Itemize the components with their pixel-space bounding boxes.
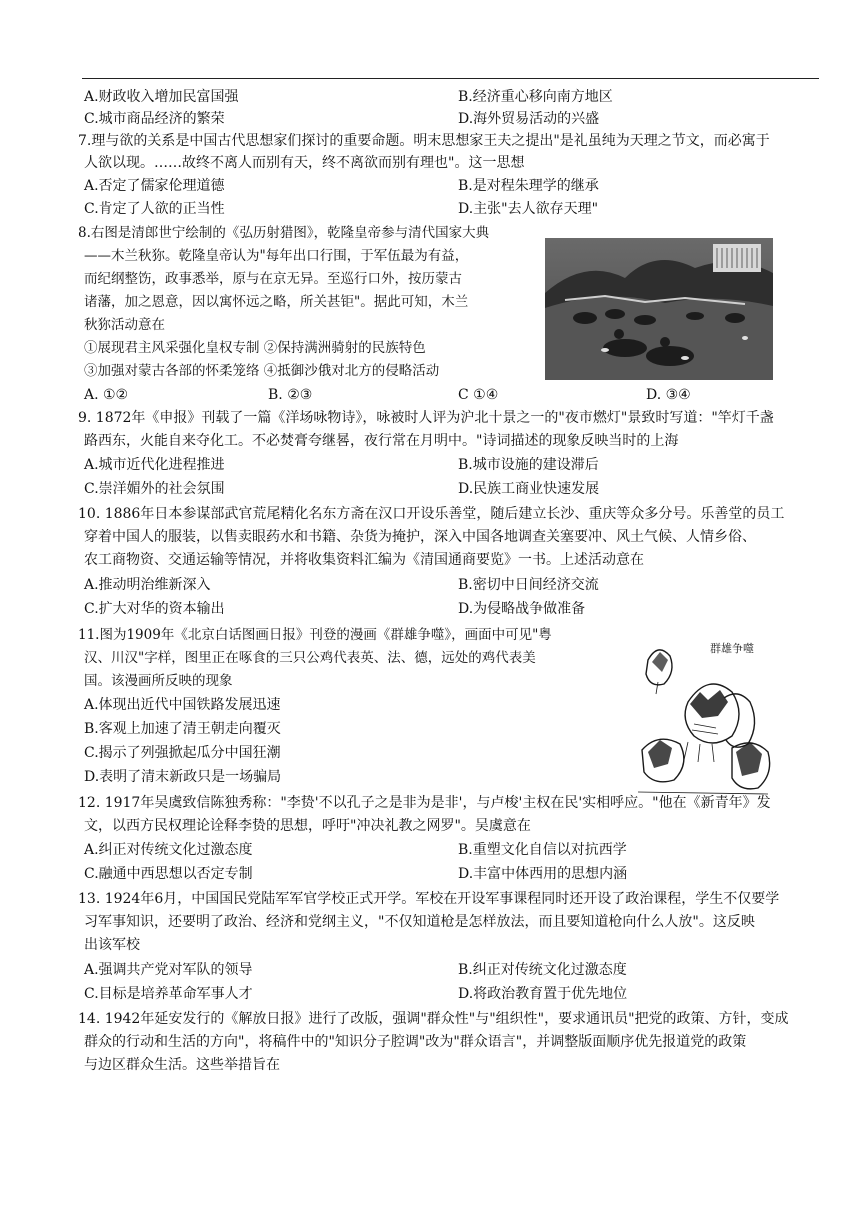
q7-option-d: D.主张"去人欲存天理"	[458, 201, 599, 217]
q6-option-d: D.海外贸易活动的兴盛	[458, 111, 600, 127]
q8-stem-line-1: 8.右图是清郎世宁绘制的《弘历射猎图》，乾隆皇帝参与清代国家大典	[78, 225, 490, 241]
q8-option-d: D. ③④	[646, 387, 691, 403]
q13-option-a: A.强调共产党对军队的领导	[84, 962, 253, 978]
q12-stem-line-2: 文，以西方民权理论诠释李贽的思想，呼吁"冲决礼教之网罗"。吴虞意在	[84, 818, 531, 834]
q9-stem-line-2: 路西东，火能自来夺化工。不必焚膏夸继晷，夜行常在月明中。"诗词描述的现象反映当时的上海	[84, 433, 679, 449]
q12-option-b: B.重塑文化自信以对抗西学	[458, 842, 627, 858]
q9-option-d: D.民族工商业快速发展	[458, 481, 600, 497]
roosters-cartoon-image	[628, 632, 776, 802]
q8-statements-1-2: ①展现君主风采强化皇权专制 ②保持满洲骑射的民族特色	[84, 340, 426, 356]
q10-stem-line-3: 农工商物资、交通运输等情况，并将收集资料汇编为《清国通商要览》一书。上述活动意在	[84, 552, 644, 568]
q11-stem-line-1: 11.图为1909年《北京白话图画日报》刊登的漫画《群雄争噬》，画面中可见"粤	[78, 627, 552, 643]
q10-option-d: D.为侵略战争做准备	[458, 601, 586, 617]
q8-option-c: C ①④	[458, 387, 499, 403]
q13-option-d: D.将政治教育置于优先地位	[458, 986, 628, 1002]
q10-stem-line-2: 穿着中国人的服装，以售卖眼药水和书籍、杂货为掩护，深入中国各地调查关塞要冲、风土气候、人情乡俗、	[84, 529, 756, 545]
q9-option-b: B.城市设施的建设滞后	[458, 457, 599, 473]
q8-option-b: B. ②③	[268, 387, 313, 403]
q14-stem-line-3: 与边区群众生活。这些举措旨在	[84, 1057, 280, 1073]
q8-stem-line-4: 诸藩，加之恩意，因以寓怀远之略，所关甚钜"。据此可知，木兰	[84, 294, 469, 310]
q7-stem-line-2: 人欲以现。……故终不离人而别有天，终不离欲而别有理也"。这一思想	[84, 155, 525, 171]
q12-stem-line-1: 12. 1917年吴虞致信陈独秀称："李贽'不以孔子之是非为是非'，与卢梭'主权在民'实相呼应。"他在《新青年》发	[78, 795, 771, 811]
q13-option-b: B.纠正对传统文化过激态度	[458, 962, 627, 978]
q11-stem-line-3: 国。该漫画所反映的现象	[84, 673, 233, 689]
q12-option-c: C.融通中西思想以否定专制	[84, 866, 253, 882]
q8-stem-line-3: 而纪纲整饬，政事悉举，原与在京无异。至巡行口外，按历蒙古	[84, 271, 462, 287]
q9-stem-line-1: 9. 1872年《申报》刊载了一篇《洋场咏物诗》，咏被时人评为沪北十景之一的"夜市燃灯"景致时写道："竿灯千盏	[78, 410, 774, 426]
q13-option-c: C.目标是培养革命军事人才	[84, 986, 253, 1002]
q6-option-a: A.财政收入增加民富国强	[84, 89, 239, 105]
q11-stem-line-2: 汉、川汉"字样，图里正在啄食的三只公鸡代表英、法、德，远处的鸡代表美	[84, 650, 536, 666]
q7-stem-line-1: 7.理与欲的关系是中国古代思想家们探讨的重要命题。明末思想家王夫之提出"是礼虽纯为天理之节文，而必寓于	[78, 133, 770, 149]
q8-stem-line-5: 秋狝活动意在	[84, 317, 165, 333]
q10-option-c: C.扩大对华的资本输出	[84, 601, 225, 617]
q6-option-c: C.城市商品经济的繁荣	[84, 111, 225, 127]
q6-option-b: B.经济重心移向南方地区	[458, 89, 613, 105]
q14-stem-line-2: 群众的行动和生活的方向"，将稿件中的"知识分子腔调"改为"群众语言"，并调整版面顺序优先报道党的政策	[84, 1034, 747, 1050]
q10-stem-line-1: 10. 1886年日本参谋部武官荒尾精化名东方斋在汉口开设乐善堂，随后建立长沙、重庆等众多分号。乐善堂的员工	[78, 506, 785, 522]
q14-stem-line-1: 14. 1942年延安发行的《解放日报》进行了改版，强调"群众性"与"组织性"，要求通讯员"把党的政策、方针，变成	[78, 1011, 789, 1027]
q8-stem-line-2: ——木兰秋狝。乾隆皇帝认为"每年出口行围，于军伍最为有益，	[84, 248, 469, 264]
q12-option-d: D.丰富中体西用的思想内涵	[458, 866, 628, 882]
hunting-painting-image	[545, 238, 773, 380]
q11-option-b: B.客观上加速了清王朝走向覆灭	[84, 721, 281, 737]
q9-option-c: C.崇洋媚外的社会氛围	[84, 481, 225, 497]
q12-option-a: A.纠正对传统文化过激态度	[84, 842, 253, 858]
q9-option-a: A.城市近代化进程推进	[84, 457, 225, 473]
q11-option-d: D.表明了清末新政只是一场骗局	[84, 769, 282, 785]
q11-option-c: C.揭示了列强掀起瓜分中国狂潮	[84, 745, 281, 761]
q10-option-a: A.推动明治维新深入	[84, 577, 211, 593]
q10-option-b: B.密切中日间经济交流	[458, 577, 599, 593]
q11-option-a: A.体现出近代中国铁路发展迅速	[84, 697, 281, 713]
q7-option-b: B.是对程朱理学的继承	[458, 178, 599, 194]
q8-option-a: A. ①②	[84, 387, 129, 403]
q13-stem-line-3: 出该军校	[84, 937, 140, 953]
q7-option-c: C.肯定了人欲的正当性	[84, 201, 225, 217]
q13-stem-line-1: 13. 1924年6月，中国国民党陆军军官学校正式开学。军校在开设军事课程同时还开设了政治课程，学生不仅要学	[78, 891, 780, 907]
q13-stem-line-2: 习军事知识，还要明了政治、经济和党纲主义，"不仅知道枪是怎样放法，而且要知道枪向什么人放"。这反映	[84, 914, 755, 930]
top-rule	[82, 78, 819, 79]
q8-statements-3-4: ③加强对蒙古各部的怀柔笼络 ④抵御沙俄对北方的侵略活动	[84, 363, 440, 379]
cartoon-title: 群雄争噬	[710, 642, 754, 655]
q7-option-a: A.否定了儒家伦理道德	[84, 178, 225, 194]
